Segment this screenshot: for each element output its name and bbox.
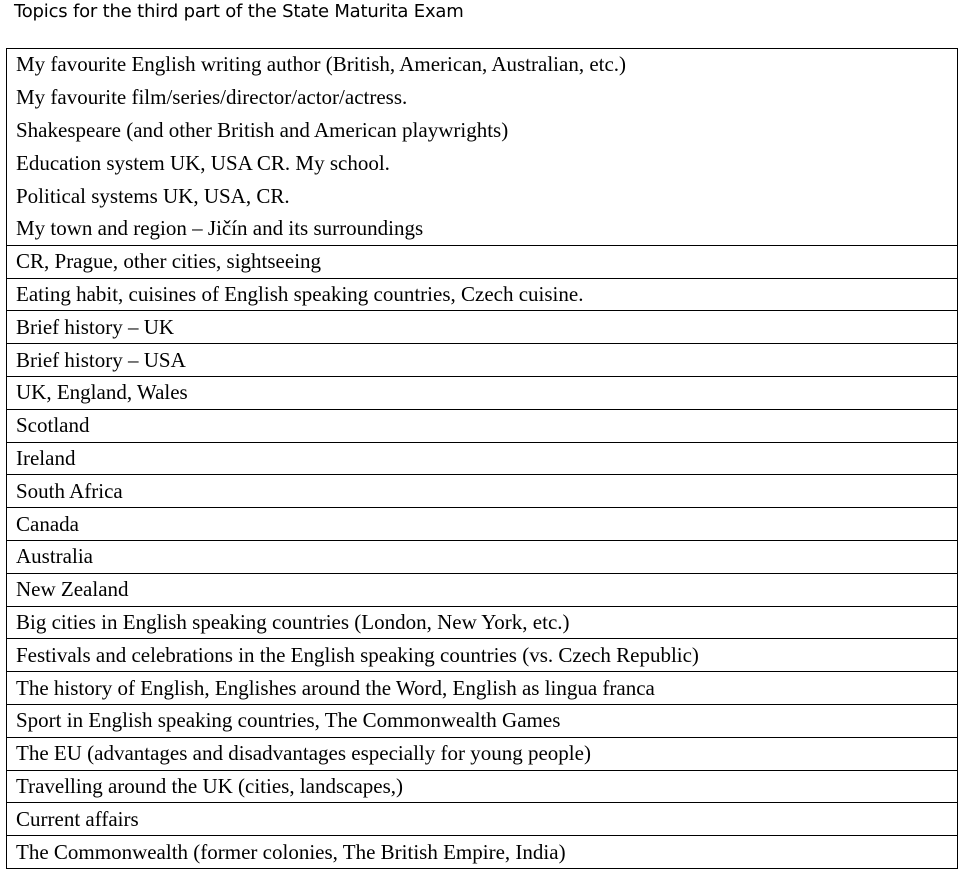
topic-row: Sport in English speaking countries, The Commonwealth Games [7,705,957,738]
topic-row: Brief history – UK [7,311,957,344]
topic-row: Big cities in English speaking countries (London, New York, etc.) [7,607,957,640]
topic-row: My favourite film/series/director/actor/actress. [16,85,408,110]
topic-row: Brief history – USA [7,344,957,377]
topic-row: The history of English, Englishes around the Word, English as lingua franca [7,672,957,705]
topic-row: Political systems UK, USA, CR. [16,183,290,208]
topic-row: Shakespeare (and other British and American playwrights) [16,117,509,142]
topic-row: Current affairs [7,803,957,836]
topic-row: Education system UK, USA CR. My school. [16,150,390,175]
topic-row: Festivals and celebrations in the English speaking countries (vs. Czech Republic) [7,639,957,672]
topic-row: CR, Prague, other cities, sightseeing [7,246,957,279]
topic-row: UK, England, Wales [7,377,957,410]
topic-row: Eating habit, cuisines of English speaking countries, Czech cuisine. [7,279,957,312]
topic-row: My town and region – Jičín and its surroundings [7,213,957,246]
topics-table [6,48,958,869]
topic-row: Travelling around the UK (cities, landscapes,) [7,771,957,804]
topic-row: The Commonwealth (former colonies, The British Empire, India) [7,836,957,869]
topic-row: New Zealand [7,574,957,607]
topic-row: South Africa [7,475,957,508]
topic-row: Canada [7,508,957,541]
topic-row: The EU (advantages and disadvantages especially for young people) [7,738,957,771]
topic-row: Ireland [7,443,957,476]
topic-row: My favourite English writing author (British, American, Australian, etc.) [16,52,627,77]
topic-row: Scotland [7,410,957,443]
topic-row: Australia [7,541,957,574]
page-title: Topics for the third part of the State Maturita Exam [14,1,464,22]
